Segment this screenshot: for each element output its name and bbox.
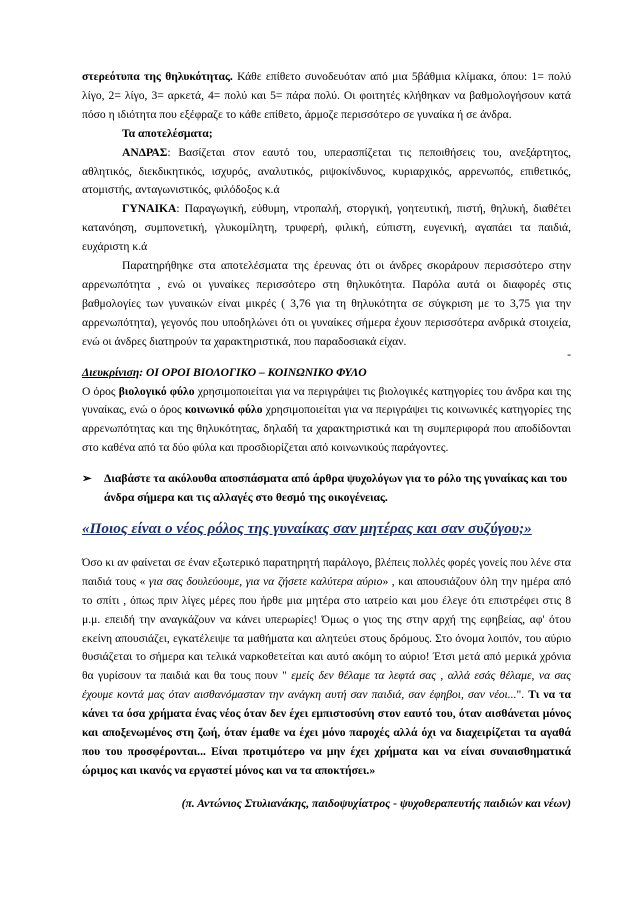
intro-lead: στερεότυπα της θηλυκότητας.	[82, 70, 233, 83]
dash-mark: -	[567, 347, 571, 361]
women-paragraph	[82, 200, 571, 257]
men-paragraph	[82, 144, 571, 201]
instruction-bullet	[82, 470, 571, 508]
clarification-text-2: χρησιμοποιείται για να περιγράψει τις βιολογικές κατηγορίες του άνδρα και της γυναίκας, ενώ ο όρος	[82, 384, 572, 417]
term-social-gender: κοινωνικό φύλο	[184, 403, 263, 417]
arrow-bullet-icon: ➢	[82, 472, 92, 486]
article-author: (π. Αντώνιος Στυλιανάκης, παιδοψυχίατρος - ψυχοθεραπευτής παιδιών και νέων)	[181, 796, 571, 810]
clarification-text-3: χρησιμοποιείται για να περιγράψει τις κοινωνικές κατηγορίες της αρρενωπότητας και της θηλυκότητας, δηλαδή τα χαρακτηριστικά και τη συμπεριφορά που αποδίδονται στο καθένα από τα δύο φύλα και προσδιορίζεται από κοινωνικούς παράγοντες.	[82, 403, 571, 455]
instruction-text: Διαβάστε τα ακόλουθα αποσπάσματα από άρθρα ψυχολόγων για το ρόλο της γυναίκας και του άνδρα σήμερα και τις αλλαγές στο θεσμό της οικογένειας.	[104, 472, 568, 505]
observation-paragraph: Παρατηρήθηκε στα αποτελέσματα της έρευνας ότι οι άνδρες σκοράρουν περισσότερο στην αρρενωπότητα , ενώ οι γυναίκες περισσότερο στη θηλυκότητα. Παρόλα αυτά οι διαφορές στις βαθμολογίες των γυναικών είναι μικρές ( 3,76 για τη θηλυκότητα σε σύγκριση με το 3,75 για την αρρενωπότητα), γεγονός που υποδηλώνει ότι οι γυναίκες σήμερα έχουν περισσότερα ανδρικά στοιχεία, ενώ οι άνδρες διατηρούν τα χαρακτηριστικά, που παραδοσιακά είχαν.	[82, 259, 571, 348]
quote-text-1: Όσο κι αν φαίνεται σε έναν εξωτερικό παρατηρητή παράλογο, βλέπεις πολλές φορές γονείς που λένε στα παιδιά τους «	[82, 555, 571, 588]
intro-paragraph	[82, 68, 571, 125]
clarification-paragraph	[82, 383, 571, 459]
quote-text-3: ".	[516, 688, 529, 702]
quote-italic-2: εμείς δεν θέλαμε τα λεφτά σας , αλλά εσάς θέλαμε, να σας έχουμε κοντά μας όταν αισθανόμασταν την ανάγκη αυτή σαν παιδιά, σαν έφηβοι, σαν νέοι...	[82, 669, 572, 702]
clarification-text-1: Ο όρος	[82, 384, 119, 398]
intro-rest: Κάθε επίθετο συνοδευόταν από μια 5βάθμια κλίμακα, όπου: 1= πολύ λίγο, 2= λίγο, 3= αρκετά, 4= πολύ και 5= πάρα πολύ. Οι φοιτητές κλήθηκαν να βαθμολογήσουν κατά πόσο η ιδιότητα που εξέφραζε το κάθε επίθετο, άρμοζε περισσότερο σε γυναίκα ή σε άνδρα.	[82, 70, 571, 121]
document-page	[82, 68, 571, 814]
article-headline: «Ποιος είναι ο νέος ρόλος της γυναίκας σαν μητέρας και σαν συζύγου;»	[82, 519, 532, 537]
women-text: : Παραγωγική, εύθυμη, ντροπαλή, στοργική, γοητευτική, πιστή, θηλυκή, διαθέτει κατανόηση, συμπονετική, γλυκομίλητη, τρυφερή, φιλική, εύπιστη, ευγενική, αγαπάει τα παιδιά, ευχάριστη κ.ά	[82, 202, 571, 254]
quote-bold-conclusion: Τι να τα κάνει τα όσα χρήματα ένας νέος όταν δεν έχει εμπιστοσύνη στον εαυτό του, όταν αισθάνεται μόνος και αποξενωμένος στη ζωή, όταν έμαθε να έχει μόνο παροχές αλλά όχι να διαχειρίζεται τα αγαθά που του προσφέρονται... Είναι προτιμότερο να μην έχει χρήματα και να είναι συναισθηματικά ώριμος και ικανός να εργαστεί μόνος και να τα αποκτήσει.»	[82, 688, 572, 777]
quote-paragraph	[82, 554, 571, 781]
men-label: ΑΝΔΡΑΣ	[122, 145, 168, 159]
term-biological-sex: βιολογικό φύλο	[118, 384, 195, 398]
quote-italic-1: για σας δουλεύουμε, για να ζήσετε καλύτερα αύριο	[148, 574, 383, 588]
clarification-label: Διευκρίνιση	[82, 365, 140, 379]
results-heading: Τα αποτελέσματα;	[122, 126, 213, 140]
clarification-title	[82, 364, 571, 383]
clarification-heading: : ΟΙ ΟΡΟΙ ΒΙΟΛΟΓΙΚΟ – ΚΟΙΝΩΝΙΚΟ ΦΥΛΟ	[139, 365, 367, 379]
men-text: : Βασίζεται στον εαυτό του, υπερασπίζεται τις πεποιθήσεις του, ανεξάρτητος, αθλητικός, διεκδικητικός, ισχυρός, αναλυτικός, ριψοκίνδυνος, κυριαρχικός, αρρενωπός, επιθετικός, ατομιστής, ανταγωνιστικός, φιλόδοξος κ.ά	[82, 145, 571, 197]
quote-text-2: » , και απουσιάζουν όλη την ημέρα από το σπίτι , όπως πριν λίγες μέρες που ήρθε μια μητέρα στο ιατρείο και μου έλεγε ότι επιστρέφει στις 8 μ.μ. επειδή την αναγκάζουν να κάνει υπερωρίες! Όμως ο γιος της στην αρχή της εφηβείας, αφ' ότου εκείνη απουσιάζει, εγκατέλειψε τα μαθήματα και αλητεύει στους δρόμους. Στο όνομα λοιπόν, του αύριο θυσιάζεται το σήμερα και τελικά ναρκοθετείται και αυτό ακόμη το αύριο! Έτσι μετά από μερικά χρόνια θα γυρίσουν τα παιδιά και θα τους πουν "	[82, 574, 572, 683]
women-label: ΓΥΝΑΙΚΑ	[122, 202, 177, 216]
